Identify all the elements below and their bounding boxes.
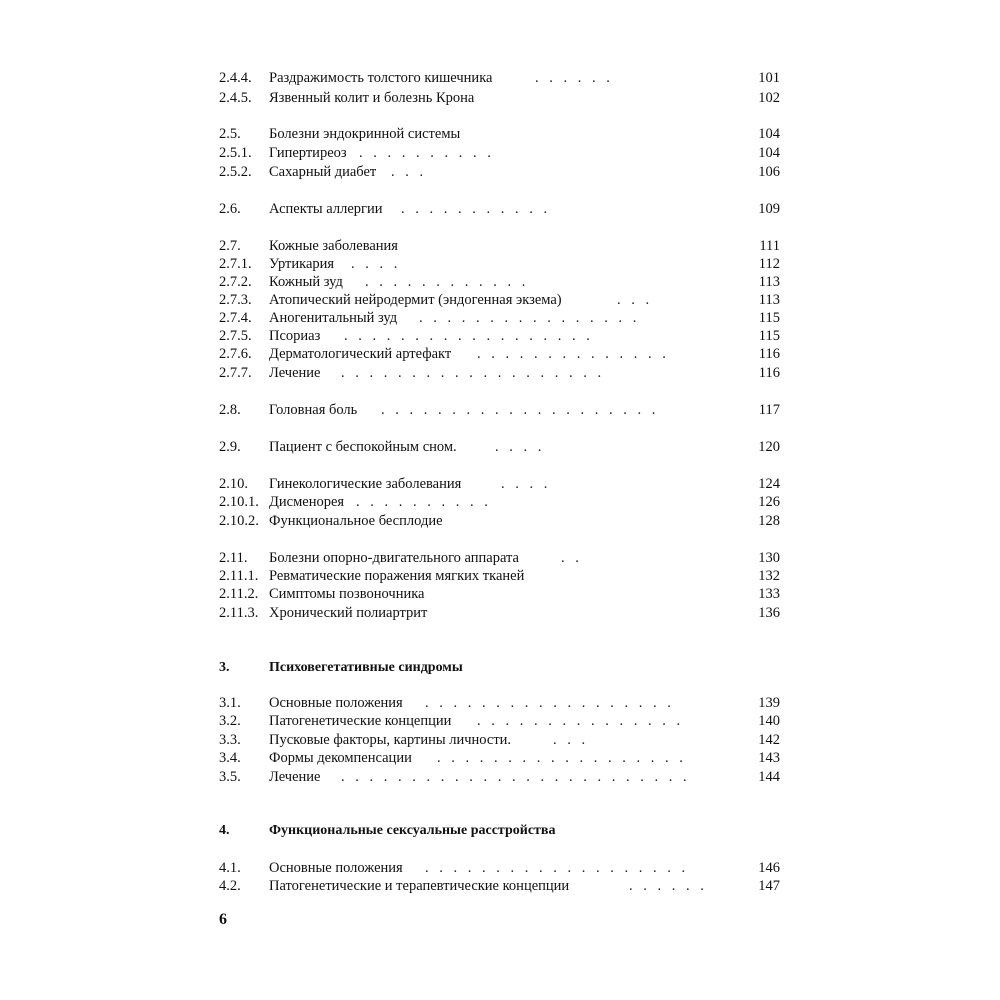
chapter-number: 4. <box>219 823 230 838</box>
toc-entry-title: Аспекты аллергии <box>269 201 383 217</box>
toc-entry <box>219 326 780 346</box>
toc-entry-number: 2.7. <box>219 238 241 254</box>
toc-entry-number: 2.9. <box>219 439 241 455</box>
toc-entry <box>219 767 780 787</box>
toc-entry-number: 2.11. <box>219 550 248 566</box>
toc-leader-dots: . . . . . . . . . . . . . . <box>477 346 670 362</box>
toc-entry-page: 124 <box>758 476 780 492</box>
toc-entry-page: 136 <box>758 605 780 621</box>
toc-entry-page: 140 <box>758 713 780 729</box>
toc-entry-number: 2.6. <box>219 201 241 217</box>
toc-entry-page: 144 <box>758 769 780 785</box>
toc-entry-page: 133 <box>758 586 780 602</box>
toc-entry-number: 4.1. <box>219 860 241 876</box>
toc-entry <box>219 254 780 274</box>
toc-entry-title: Гинекологические заболевания <box>269 476 462 492</box>
toc-leader-dots: . . . . . . <box>629 878 708 894</box>
toc-entry-number: 2.10.1. <box>219 494 259 510</box>
toc-entry-title: Сахарный диабет <box>269 164 377 180</box>
toc-entry <box>219 548 780 568</box>
toc-leader-dots: . . . . <box>501 476 551 492</box>
toc-entry-title: Головная боль <box>269 402 358 418</box>
toc-entry <box>219 730 780 750</box>
toc-entry <box>219 566 780 586</box>
toc-entry <box>219 584 780 604</box>
toc-entry <box>219 693 780 713</box>
toc-entry-page: 143 <box>758 750 780 766</box>
toc-leader-dots: . . . . . . . . . . . . . . . . . . . <box>425 860 689 876</box>
toc-entry-title: Хронический полиартрит <box>269 605 428 621</box>
toc-entry-number: 2.7.4. <box>219 310 252 326</box>
toc-entry-number: 2.10. <box>219 476 248 492</box>
toc-entry-title: Функциональное бесплодие <box>269 513 443 529</box>
toc-entry-number: 3.4. <box>219 750 241 766</box>
toc-entry-title: Псориаз <box>269 328 321 344</box>
toc-entry-page: 130 <box>758 550 780 566</box>
chapter-title: Психовегетативные синдромы <box>269 660 463 675</box>
toc-leader-dots: . . . <box>617 292 653 308</box>
toc-entry-page: 132 <box>758 568 780 584</box>
toc-entry-page: 146 <box>758 860 780 876</box>
toc-entry-title: Патогенетические и терапевтические концепции <box>269 878 570 894</box>
toc-entry-page: 111 <box>759 238 780 254</box>
toc-entry <box>219 511 780 531</box>
toc-entry-number: 2.7.3. <box>219 292 252 308</box>
toc-entry <box>219 400 780 420</box>
toc-entry-page: 102 <box>758 90 780 106</box>
toc-leader-dots: . . . . . . . . . . . <box>401 201 551 217</box>
toc-entry <box>219 492 780 512</box>
toc-entry-title: Язвенный колит и болезнь Крона <box>269 90 475 106</box>
toc-entry-number: 2.7.5. <box>219 328 252 344</box>
toc-entry-title: Кожный зуд <box>269 274 343 290</box>
toc-entry-page: 115 <box>758 328 780 344</box>
toc-entry-number: 2.7.6. <box>219 346 252 362</box>
toc-leader-dots: . . . . . . . . . . . . . . . . . . . <box>341 365 605 381</box>
toc-entry <box>219 68 780 88</box>
toc-entry <box>219 308 780 328</box>
toc-leader-dots: . . . . . . . . . . <box>359 145 495 161</box>
toc-entry-title: Основные положения <box>269 695 403 711</box>
toc-entry-title: Болезни эндокринной системы <box>269 126 461 142</box>
toc-entry-number: 2.11.2. <box>219 586 259 602</box>
toc-entry <box>219 437 780 457</box>
toc-entry-number: 2.5.1. <box>219 145 252 161</box>
toc-entry <box>219 711 780 731</box>
toc-entry-title: Пусковые факторы, картины личности. <box>269 732 512 748</box>
toc-entry <box>219 858 780 878</box>
chapter-heading <box>219 658 780 678</box>
toc-entry-number: 3.5. <box>219 769 241 785</box>
toc-leader-dots: . . . . . . . . . . . . <box>365 274 529 290</box>
toc-entry-title: Патогенетические концепции <box>269 713 452 729</box>
toc-leader-dots: . . . . . . . . . . <box>356 494 492 510</box>
chapter-heading <box>219 821 780 841</box>
toc-entry <box>219 162 780 182</box>
toc-entry-page: 104 <box>758 145 780 161</box>
toc-entry <box>219 876 780 896</box>
toc-entry-title: Основные положения <box>269 860 403 876</box>
toc-entry-page: 106 <box>758 164 780 180</box>
toc-entry <box>219 88 780 108</box>
toc-entry-page: 113 <box>758 274 780 290</box>
toc-entry-number: 3.2. <box>219 713 241 729</box>
toc-entry-number: 2.10.2. <box>219 513 259 529</box>
toc-entry <box>219 124 780 144</box>
toc-entry-page: 139 <box>758 695 780 711</box>
toc-entry <box>219 199 780 219</box>
toc-entry-number: 2.7.1. <box>219 256 252 272</box>
toc-entry-number: 2.8. <box>219 402 241 418</box>
toc-entry-title: Уртикария <box>269 256 335 272</box>
toc-leader-dots: . . <box>561 550 583 566</box>
toc-entry-number: 2.7.7. <box>219 365 252 381</box>
toc-entry-page: 116 <box>758 365 780 381</box>
toc-entry-number: 2.4.4. <box>219 70 252 86</box>
toc-entry-title: Атопический нейродермит (эндогенная экзема) <box>269 292 562 308</box>
toc-entry-number: 2.4.5. <box>219 90 252 106</box>
toc-entry-page: 126 <box>758 494 780 510</box>
toc-entry-page: 104 <box>758 126 780 142</box>
toc-entry <box>219 748 780 768</box>
toc-entry-page: 147 <box>758 878 780 894</box>
toc-entry-number: 2.11.1. <box>219 568 259 584</box>
toc-leader-dots: . . . . . . . . . . . . . . . . . . . . . . . . . <box>341 769 691 785</box>
toc-entry <box>219 603 780 623</box>
toc-leader-dots: . . . . . . . . . . . . . . . . . . <box>344 328 594 344</box>
toc-entry-number: 2.5. <box>219 126 241 142</box>
toc-leader-dots: . . . . . . <box>535 70 614 86</box>
toc-entry-title: Формы декомпенсации <box>269 750 412 766</box>
toc-entry <box>219 290 780 310</box>
page-number: 6 <box>219 911 227 928</box>
toc-entry-number: 2.5.2. <box>219 164 252 180</box>
toc-entry <box>219 363 780 383</box>
toc-entry-page: 101 <box>758 70 780 86</box>
toc-entry-number: 3.3. <box>219 732 241 748</box>
toc-leader-dots: . . . <box>391 164 427 180</box>
toc-leader-dots: . . . . <box>495 439 545 455</box>
toc-entry <box>219 272 780 292</box>
toc-entry-page: 142 <box>758 732 780 748</box>
toc-entry-page: 120 <box>758 439 780 455</box>
toc-entry-page: 116 <box>758 346 780 362</box>
toc-entry-title: Ревматические поражения мягких тканей <box>269 568 525 584</box>
toc-entry-title: Кожные заболевания <box>269 238 398 254</box>
chapter-title: Функциональные сексуальные расстройства <box>269 823 556 838</box>
toc-entry-number: 2.7.2. <box>219 274 252 290</box>
toc-entry-title: Аногенитальный зуд <box>269 310 398 326</box>
toc-entry <box>219 236 780 256</box>
toc-leader-dots: . . . . . . . . . . . . . . . . . . <box>437 750 687 766</box>
toc-entry-title: Симптомы позвоночника <box>269 586 425 602</box>
toc-entry-page: 113 <box>758 292 780 308</box>
toc-leader-dots: . . . . . . . . . . . . . . . . <box>419 310 640 326</box>
toc-leader-dots: . . . . . . . . . . . . . . . . . . <box>425 695 675 711</box>
toc-entry <box>219 143 780 163</box>
toc-leader-dots: . . . . <box>351 256 401 272</box>
toc-entry-page: 115 <box>758 310 780 326</box>
toc-leader-dots: . . . <box>553 732 589 748</box>
toc-entry-page: 109 <box>758 201 780 217</box>
toc-entry-title: Пациент с беспокойным сном. <box>269 439 457 455</box>
toc-entry-number: 3.1. <box>219 695 241 711</box>
toc-entry-number: 2.11.3. <box>219 605 259 621</box>
toc-entry-title: Раздражимость толстого кишечника <box>269 70 493 86</box>
toc-entry <box>219 344 780 364</box>
toc-entry-title: Болезни опорно-двигательного аппарата <box>269 550 519 566</box>
toc-entry-page: 117 <box>758 402 780 418</box>
toc-leader-dots: . . . . . . . . . . . . . . . . . . . . <box>381 402 659 418</box>
toc-entry-page: 128 <box>758 513 780 529</box>
toc-entry-title: Лечение <box>269 769 321 785</box>
toc-entry-title: Гипертиреоз <box>269 145 347 161</box>
toc-leader-dots: . . . . . . . . . . . . . . . <box>477 713 684 729</box>
toc-entry-title: Дисменорея <box>269 494 345 510</box>
toc-entry <box>219 474 780 494</box>
chapter-number: 3. <box>219 660 230 675</box>
toc-entry-number: 4.2. <box>219 878 241 894</box>
toc-entry-page: 112 <box>758 256 780 272</box>
toc-entry-title: Лечение <box>269 365 321 381</box>
toc-entry-title: Дерматологический артефакт <box>269 346 452 362</box>
